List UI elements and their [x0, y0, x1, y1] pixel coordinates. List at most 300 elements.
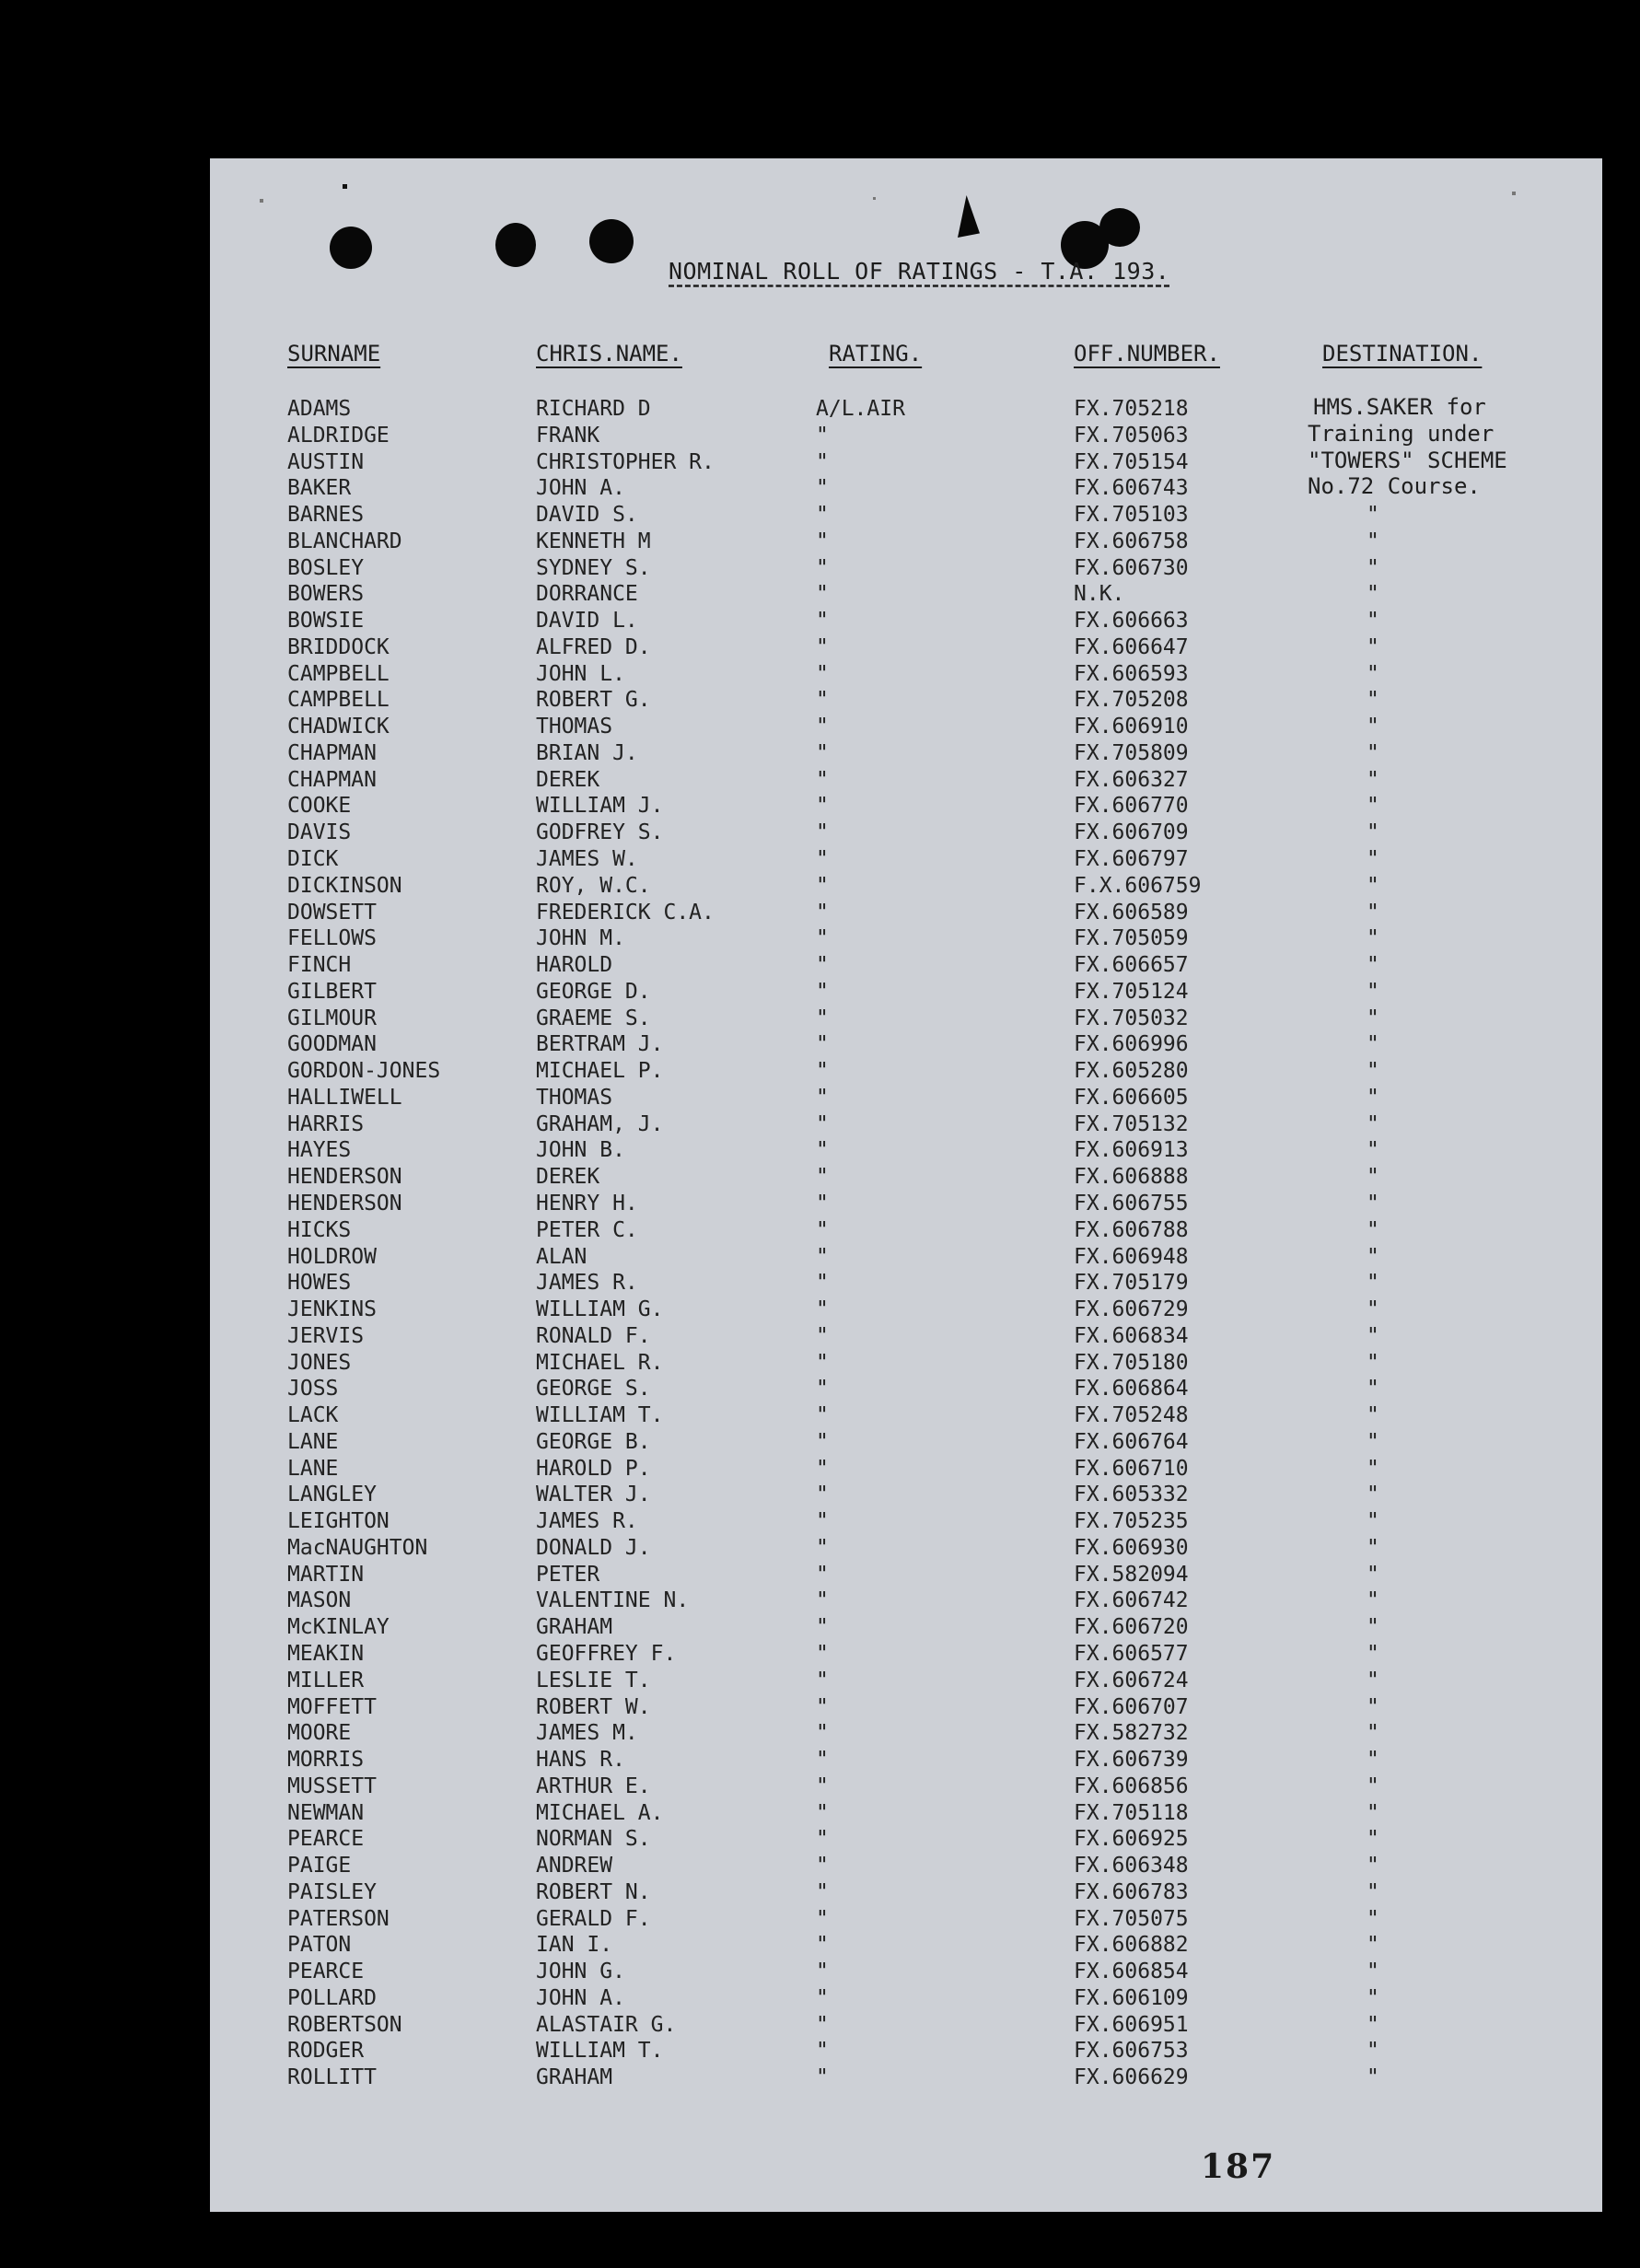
christian-name-cell: FREDERICK C.A. — [536, 900, 715, 925]
table-row — [210, 1826, 1602, 1853]
off-number-cell: FX.606951 — [1074, 2012, 1189, 2037]
table-row — [210, 1747, 1602, 1774]
off-number-cell: FX.606577 — [1074, 1641, 1189, 1666]
table-row — [210, 1853, 1602, 1879]
table-row — [210, 1323, 1602, 1350]
christian-name-cell: DONALD J. — [536, 1535, 651, 1560]
table-row — [210, 952, 1602, 979]
rating-cell: " — [816, 820, 829, 845]
destination-cell: " — [1367, 767, 1379, 792]
off-number-cell: FX.582732 — [1074, 1721, 1189, 1746]
christian-name-cell: THOMAS — [536, 1085, 613, 1110]
rating-cell: " — [816, 900, 829, 925]
destination-cell: " — [1367, 900, 1379, 925]
christian-name-cell: DEREK — [536, 1165, 600, 1190]
destination-cell: " — [1367, 1774, 1379, 1798]
surname-cell: FINCH — [287, 953, 352, 978]
destination-cell: " — [1367, 1323, 1379, 1348]
off-number-cell: FX.705218 — [1074, 397, 1189, 421]
destination-cell: " — [1367, 688, 1379, 713]
off-number-cell: FX.606797 — [1074, 847, 1189, 872]
off-number-cell: FX.606720 — [1074, 1615, 1189, 1640]
christian-name-cell: PETER — [536, 1562, 600, 1587]
table-row — [210, 1429, 1602, 1456]
rating-cell: " — [816, 476, 829, 501]
off-number-cell: FX.606888 — [1074, 1165, 1189, 1190]
christian-name-cell: PETER C. — [536, 1217, 638, 1242]
rating-cell: " — [816, 1562, 829, 1587]
table-row — [210, 1058, 1602, 1085]
christian-name-cell: JOHN B. — [536, 1138, 625, 1163]
destination-cell: " — [1367, 634, 1379, 659]
rating-cell: " — [816, 926, 829, 951]
off-number-cell: FX.705132 — [1074, 1111, 1189, 1136]
table-row — [210, 1402, 1602, 1429]
off-number-cell: FX.606910 — [1074, 715, 1189, 739]
destination-cell: " — [1367, 1111, 1379, 1136]
torn-mark — [958, 195, 980, 238]
rating-cell: " — [816, 1960, 829, 1984]
destination-cell: " — [1367, 715, 1379, 739]
surname-cell: PATERSON — [287, 1906, 390, 1931]
table-row — [210, 1031, 1602, 1058]
rating-cell: " — [816, 740, 829, 765]
rating-cell: " — [816, 1032, 829, 1057]
destination-cell: " — [1367, 847, 1379, 872]
christian-name-cell: DEREK — [536, 767, 600, 792]
christian-name-cell: WILLIAM T. — [536, 2039, 664, 2064]
surname-cell: BARNES — [287, 503, 365, 528]
header-surname: SURNAME — [287, 341, 381, 366]
destination-cell: " — [1367, 1403, 1379, 1428]
rating-cell: " — [816, 2065, 829, 2090]
destination-cell: " — [1367, 2012, 1379, 2037]
table-row — [210, 1482, 1602, 1508]
destination-cell: " — [1367, 1800, 1379, 1825]
christian-name-cell: WILLIAM J. — [536, 794, 664, 819]
destination-cell: " — [1367, 873, 1379, 898]
destination-cell: " — [1367, 1244, 1379, 1269]
table-row — [210, 767, 1602, 794]
table-row — [210, 687, 1602, 714]
off-number-cell: FX.606758 — [1074, 529, 1189, 553]
christian-name-cell: ROY, W.C. — [536, 873, 651, 898]
destination-cell: " — [1367, 1562, 1379, 1587]
christian-name-cell: LESLIE T. — [536, 1668, 651, 1692]
destination-cell: " — [1367, 1641, 1379, 1666]
off-number-cell: N.K. — [1074, 582, 1125, 607]
table-row — [210, 661, 1602, 688]
destination-cell: " — [1367, 979, 1379, 1004]
christian-name-cell: WALTER J. — [536, 1483, 651, 1507]
off-number-cell: FX.705075 — [1074, 1906, 1189, 1931]
rating-cell: " — [816, 1244, 829, 1269]
off-number-cell: FX.606742 — [1074, 1588, 1189, 1613]
off-number-cell: FX.606589 — [1074, 900, 1189, 925]
destination-cell: " — [1367, 1509, 1379, 1534]
off-number-cell: FX.705063 — [1074, 423, 1189, 448]
rating-cell: " — [816, 1668, 829, 1692]
destination-cell: " — [1367, 1165, 1379, 1190]
rating-cell: " — [816, 1191, 829, 1215]
christian-name-cell: GEORGE S. — [536, 1377, 651, 1402]
table-row — [210, 979, 1602, 1006]
punch-hole — [495, 223, 536, 267]
rating-cell: " — [816, 1985, 829, 2010]
surname-cell: HICKS — [287, 1217, 352, 1242]
rating-cell: " — [816, 1403, 829, 1428]
table-row — [210, 1800, 1602, 1827]
table-row — [210, 1641, 1602, 1668]
surname-cell: MEAKIN — [287, 1641, 365, 1666]
paper-speck — [873, 197, 876, 200]
surname-cell: MARTIN — [287, 1562, 365, 1587]
table-row — [210, 1270, 1602, 1297]
destination-cell: " — [1367, 1668, 1379, 1692]
off-number-cell: FX.705208 — [1074, 688, 1189, 713]
table-row — [210, 2038, 1602, 2064]
destination-cell: " — [1367, 1350, 1379, 1375]
rating-cell: " — [816, 1827, 829, 1852]
christian-name-cell: GEORGE B. — [536, 1429, 651, 1454]
christian-name-cell: DAVID S. — [536, 503, 638, 528]
surname-cell: MUSSETT — [287, 1774, 377, 1798]
destination-cell: " — [1367, 1960, 1379, 1984]
table-row — [210, 449, 1602, 476]
surname-cell: MacNAUGHTON — [287, 1535, 428, 1560]
destination-cell: " — [1367, 1748, 1379, 1773]
off-number-cell: FX.606605 — [1074, 1085, 1189, 1110]
table-row — [210, 2064, 1602, 2091]
table-row — [210, 1350, 1602, 1377]
table-row — [210, 420, 1602, 449]
christian-name-cell: DAVID L. — [536, 609, 638, 634]
christian-name-cell: THOMAS — [536, 715, 613, 739]
destination-cell: " — [1367, 1217, 1379, 1242]
rating-cell: " — [816, 1774, 829, 1798]
table-row — [210, 1985, 1602, 2012]
surname-cell: JONES — [287, 1350, 352, 1375]
destination-cell: " — [1367, 609, 1379, 634]
off-number-cell: FX.705809 — [1074, 740, 1189, 765]
rating-cell: " — [816, 1165, 829, 1190]
rating-cell: " — [816, 1429, 829, 1454]
rating-cell: " — [816, 1006, 829, 1030]
destination-cell: " — [1367, 1588, 1379, 1613]
off-number-cell: FX.606788 — [1074, 1217, 1189, 1242]
surname-cell: BOSLEY — [287, 555, 365, 580]
rating-cell: " — [816, 1456, 829, 1481]
rating-cell: " — [816, 1217, 829, 1242]
off-number-cell: FX.605280 — [1074, 1059, 1189, 1084]
rating-cell: " — [816, 715, 829, 739]
rating-cell: " — [816, 1323, 829, 1348]
rating-cell: " — [816, 1854, 829, 1878]
table-row — [210, 608, 1602, 634]
christian-name-cell: BERTRAM J. — [536, 1032, 664, 1057]
off-number-cell: FX.606864 — [1074, 1377, 1189, 1402]
off-number-cell: FX.606783 — [1074, 1879, 1189, 1904]
surname-cell: MOORE — [287, 1721, 352, 1746]
christian-name-cell: JOHN M. — [536, 926, 625, 951]
destination-cell: " — [1367, 1297, 1379, 1322]
off-number-cell: FX.606710 — [1074, 1456, 1189, 1481]
off-number-cell: FX.606753 — [1074, 2039, 1189, 2064]
rating-cell: " — [816, 953, 829, 978]
off-number-cell: FX.705180 — [1074, 1350, 1189, 1375]
document-title: NOMINAL ROLL OF RATINGS - T.A. 193. — [669, 258, 1170, 285]
destination-cell: " — [1367, 1085, 1379, 1110]
rating-cell: " — [816, 582, 829, 607]
destination-cell: " — [1367, 582, 1379, 607]
surname-cell: GILBERT — [287, 979, 377, 1004]
rating-cell: A/L.AIR — [816, 397, 905, 421]
page-number: 187 — [1201, 2147, 1276, 2186]
off-number-cell: FX.606729 — [1074, 1297, 1189, 1322]
christian-name-cell: ALFRED D. — [536, 634, 651, 659]
table-row — [210, 1614, 1602, 1641]
table-row — [210, 1164, 1602, 1191]
table-row — [210, 1456, 1602, 1483]
off-number-cell: FX.606930 — [1074, 1535, 1189, 1560]
off-number-cell: FX.705118 — [1074, 1800, 1189, 1825]
christian-name-cell: MICHAEL R. — [536, 1350, 664, 1375]
rating-cell: " — [816, 1800, 829, 1825]
header-destination: DESTINATION. — [1322, 341, 1483, 366]
surname-cell: HOLDROW — [287, 1244, 377, 1269]
table-row — [210, 1588, 1602, 1614]
rating-cell: " — [816, 1615, 829, 1640]
table-row — [210, 1562, 1602, 1588]
destination-cell: " — [1367, 1006, 1379, 1030]
table-row — [210, 1297, 1602, 1323]
document-page — [210, 158, 1602, 2212]
destination-cell: " — [1367, 2065, 1379, 2090]
table-row — [210, 1879, 1602, 1906]
table-row — [210, 793, 1602, 820]
table-row — [210, 1932, 1602, 1959]
surname-cell: AUSTIN — [287, 449, 365, 474]
surname-cell: ROLLITT — [287, 2065, 377, 2090]
table-row — [210, 1111, 1602, 1138]
surname-cell: JOSS — [287, 1377, 339, 1402]
surname-cell: GORDON-JONES — [287, 1059, 441, 1084]
table-row — [210, 1006, 1602, 1032]
off-number-cell: FX.606770 — [1074, 794, 1189, 819]
surname-cell: HAYES — [287, 1138, 352, 1163]
destination-cell: " — [1367, 661, 1379, 686]
table-row — [210, 396, 1602, 423]
christian-name-cell: GERALD F. — [536, 1906, 651, 1931]
christian-name-cell: NORMAN S. — [536, 1827, 651, 1852]
rating-cell: " — [816, 1588, 829, 1613]
off-number-cell: FX.606739 — [1074, 1748, 1189, 1773]
punch-hole — [589, 219, 634, 263]
destination-cell: " — [1367, 1271, 1379, 1296]
rating-cell: " — [816, 1297, 829, 1322]
rating-cell: " — [816, 1906, 829, 1931]
rating-cell: " — [816, 1377, 829, 1402]
christian-name-cell: JAMES R. — [536, 1509, 638, 1534]
surname-cell: ADAMS — [287, 397, 352, 421]
punch-hole — [1099, 208, 1140, 247]
surname-cell: JERVIS — [287, 1323, 365, 1348]
rating-cell: " — [816, 1641, 829, 1666]
destination-note-line: "TOWERS" SCHEME — [1308, 447, 1507, 473]
table-row — [210, 1244, 1602, 1271]
destination-cell: " — [1367, 1615, 1379, 1640]
off-number-cell: FX.606663 — [1074, 609, 1189, 634]
table-row — [210, 873, 1602, 900]
destination-cell: " — [1367, 1721, 1379, 1746]
table-row — [210, 714, 1602, 740]
christian-name-cell: GRAHAM — [536, 2065, 613, 2090]
off-number-cell: FX.606109 — [1074, 1985, 1189, 2010]
rating-cell: " — [816, 1059, 829, 1084]
table-row — [210, 555, 1602, 582]
christian-name-cell: HANS R. — [536, 1748, 625, 1773]
rating-cell: " — [816, 1138, 829, 1163]
destination-cell: " — [1367, 820, 1379, 845]
christian-name-cell: GRAHAM — [536, 1615, 613, 1640]
off-number-cell: FX.705059 — [1074, 926, 1189, 951]
table-row — [210, 1959, 1602, 1985]
rating-cell: " — [816, 2039, 829, 2064]
table-row — [210, 820, 1602, 846]
surname-cell: HOWES — [287, 1271, 352, 1296]
destination-cell: " — [1367, 1985, 1379, 2010]
rating-cell: " — [816, 661, 829, 686]
surname-cell: CHAPMAN — [287, 740, 377, 765]
destination-cell: " — [1367, 1138, 1379, 1163]
christian-name-cell: JAMES W. — [536, 847, 638, 872]
surname-cell: DAVIS — [287, 820, 352, 845]
surname-cell: BRIDDOCK — [287, 634, 390, 659]
destination-cell: " — [1367, 1854, 1379, 1878]
surname-cell: MORRIS — [287, 1748, 365, 1773]
christian-name-cell: GEORGE D. — [536, 979, 651, 1004]
rating-cell: " — [816, 1879, 829, 1904]
christian-name-cell: GEOFFREY F. — [536, 1641, 677, 1666]
rating-cell: " — [816, 1509, 829, 1534]
christian-name-cell: ARTHUR E. — [536, 1774, 651, 1798]
table-row — [210, 1376, 1602, 1402]
off-number-cell: FX.606327 — [1074, 767, 1189, 792]
rating-cell: " — [816, 847, 829, 872]
destination-cell: " — [1367, 740, 1379, 765]
surname-cell: BAKER — [287, 476, 352, 501]
paper-speck — [343, 184, 347, 189]
destination-note-line: No.72 Course. — [1308, 473, 1481, 500]
christian-name-cell: WILLIAM G. — [536, 1297, 664, 1322]
surname-cell: POLLARD — [287, 1985, 377, 2010]
destination-cell: " — [1367, 1694, 1379, 1719]
off-number-cell: FX.606834 — [1074, 1323, 1189, 1348]
surname-cell: PEARCE — [287, 1960, 365, 1984]
table-row — [210, 634, 1602, 661]
rating-cell: " — [816, 688, 829, 713]
destination-cell: " — [1367, 1191, 1379, 1215]
surname-cell: PAISLEY — [287, 1879, 377, 1904]
surname-cell: DICK — [287, 847, 339, 872]
rating-cell: " — [816, 1694, 829, 1719]
destination-cell: " — [1367, 1059, 1379, 1084]
roll-table — [210, 396, 1602, 2091]
paper-speck — [1512, 192, 1516, 195]
surname-cell: PAIGE — [287, 1854, 352, 1878]
surname-cell: LEIGHTON — [287, 1509, 390, 1534]
christian-name-cell: GODFREY S. — [536, 820, 664, 845]
christian-name-cell: CHRISTOPHER R. — [536, 449, 715, 474]
table-row — [210, 1906, 1602, 1933]
christian-name-cell: IAN I. — [536, 1933, 613, 1958]
rating-cell: " — [816, 1748, 829, 1773]
table-row — [210, 475, 1602, 502]
surname-cell: HALLIWELL — [287, 1085, 402, 1110]
off-number-cell: FX.606882 — [1074, 1933, 1189, 1958]
rating-cell: " — [816, 767, 829, 792]
christian-name-cell: GRAHAM, J. — [536, 1111, 664, 1136]
christian-name-cell: RICHARD D — [536, 397, 651, 421]
surname-cell: PEARCE — [287, 1827, 365, 1852]
rating-cell: " — [816, 1535, 829, 1560]
paper-speck — [260, 199, 263, 203]
rating-cell: " — [816, 873, 829, 898]
rating-cell: " — [816, 794, 829, 819]
christian-name-cell: WILLIAM T. — [536, 1403, 664, 1428]
rating-cell: " — [816, 1085, 829, 1110]
rating-cell: " — [816, 2012, 829, 2037]
off-number-cell: FX.606629 — [1074, 2065, 1189, 2090]
table-row — [210, 1085, 1602, 1111]
surname-cell: CHAPMAN — [287, 767, 377, 792]
surname-cell: ROBERTSON — [287, 2012, 402, 2037]
table-row — [210, 740, 1602, 767]
off-number-cell: FX.606647 — [1074, 634, 1189, 659]
rating-cell: " — [816, 1271, 829, 1296]
header-christian-name: CHRIS.NAME. — [536, 341, 682, 366]
surname-cell: MILLER — [287, 1668, 365, 1692]
table-row — [210, 925, 1602, 952]
off-number-cell: FX.606724 — [1074, 1668, 1189, 1692]
rating-cell: " — [816, 555, 829, 580]
destination-cell: " — [1367, 555, 1379, 580]
surname-cell: MASON — [287, 1588, 352, 1613]
off-number-cell: FX.705154 — [1074, 449, 1189, 474]
off-number-cell: FX.606856 — [1074, 1774, 1189, 1798]
surname-cell: RODGER — [287, 2039, 365, 2064]
surname-cell: GILMOUR — [287, 1006, 377, 1030]
christian-name-cell: KENNETH M — [536, 529, 651, 553]
off-number-cell: FX.606348 — [1074, 1854, 1189, 1878]
destination-cell: " — [1367, 1429, 1379, 1454]
surname-cell: JENKINS — [287, 1297, 377, 1322]
table-row — [210, 1668, 1602, 1694]
surname-cell: BLANCHARD — [287, 529, 402, 553]
rating-cell: " — [816, 449, 829, 474]
off-number-cell: FX.705103 — [1074, 503, 1189, 528]
off-number-cell: FX.606925 — [1074, 1827, 1189, 1852]
rating-cell: " — [816, 979, 829, 1004]
table-row — [210, 1774, 1602, 1800]
christian-name-cell: HENRY H. — [536, 1191, 638, 1215]
christian-name-cell: ALAN — [536, 1244, 587, 1269]
christian-name-cell: JAMES M. — [536, 1721, 638, 1746]
off-number-cell: FX.606593 — [1074, 661, 1189, 686]
christian-name-cell: JOHN G. — [536, 1960, 625, 1984]
surname-cell: HARRIS — [287, 1111, 365, 1136]
surname-cell: McKINLAY — [287, 1615, 390, 1640]
